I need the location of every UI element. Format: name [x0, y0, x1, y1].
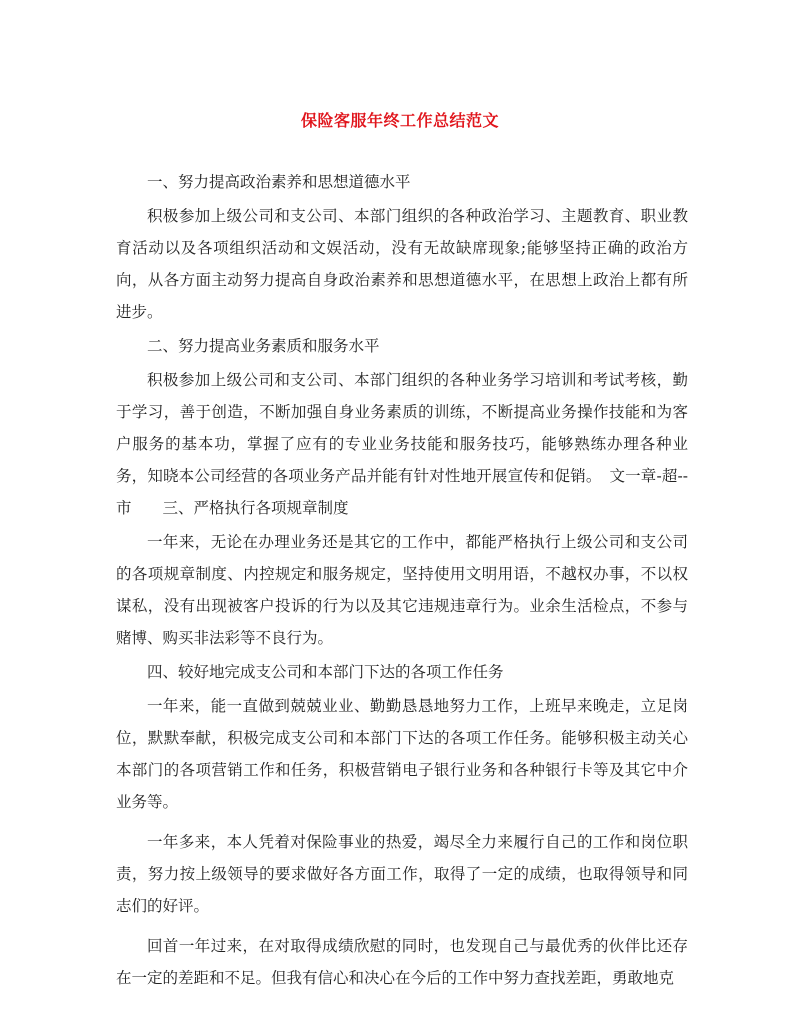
paragraph-5: 一年多来，本人凭着对保险事业的热爱，竭尽全力来履行自己的工作和岗位职责，努力按上级领导的要求做好各方面工作，取得了一定的成绩，也取得领导和同志们的好评。: [116, 833, 688, 915]
paragraph-6: 回首一年过来，在对取得成绩欣慰的同时，也发现自己与最优秀的伙伴比还存在一定的差距和不足。但我有信心和决心在今后的工作中努力查找差距，勇敢地克: [116, 937, 688, 987]
paragraph-2: 积极参加上级公司和支公司、本部门组织的各种业务学习培训和考试考核，勤于学习，善于创造，不断加强自身业务素质的训练，不断提高业务操作技能和为客户服务的基本功，掌握了应有的专业业务技能和服务技巧，能够熟练办理各种业务，知晓本公司经营的各项业务产品并能有针对性地开展宣传和促销。 文一章-超--市 三、严格执行各项规章制度: [116, 371, 688, 517]
section-heading-2: 二、努力提高业务素质和服务水平: [147, 337, 380, 355]
section-heading-4: 四、较好地完成支公司和本部门下达的各项工作任务: [147, 663, 504, 681]
document-body: [116, 166, 688, 996]
section-heading-1: 一、努力提高政治素养和思想道德水平: [147, 173, 411, 191]
paragraph-3: 一年来，无论在办理业务还是其它的工作中，都能严格执行上级公司和支公司的各项规章制度、内控规定和服务规定，坚持使用文明用语，不越权办事，不以权谋私，没有出现被客户投诉的行为以及其它违规违章行为。业余生活检点，不参与赌博、购买非法彩等不良行为。: [116, 533, 688, 647]
paragraph-1: 积极参加上级公司和支公司、本部门组织的各种政治学习、主题教育、职业教育活动以及各项组织活动和文娱活动，没有无故缺席现象;能够坚持正确的政治方向，从各方面主动努力提高自身政治素养和思想道德水平，在思想上政治上都有所进步。: [116, 207, 688, 321]
paragraph-4: 一年来，能一直做到兢兢业业、勤勤恳恳地努力工作，上班早来晚走，立足岗位，默默奉献，积极完成支公司和本部门下达的各项工作任务。能够积极主动关心本部门的各项营销工作和任务，积极营销电子银行业务和各种银行卡等及其它中介业务等。: [116, 697, 688, 811]
document-title: 保险客服年终工作总结范文: [300, 111, 499, 130]
